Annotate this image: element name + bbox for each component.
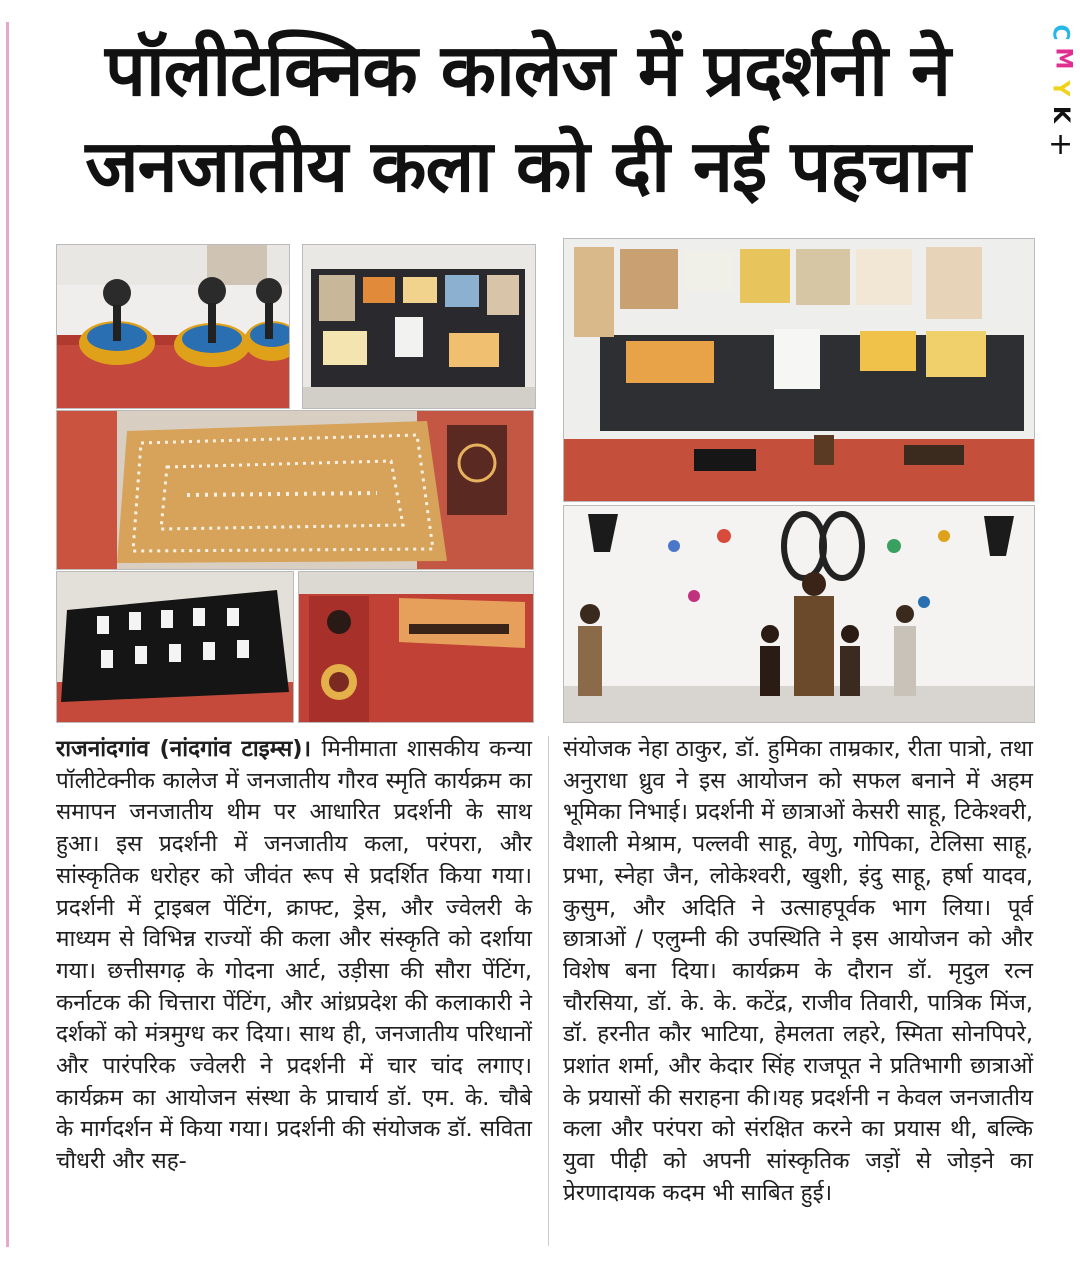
photo-tribal-costumes (563, 505, 1035, 723)
column-1-text: मिनीमाता शासकीय कन्या पॉलीटेक्नीक कालेज में जनजातीय गौरव स्मृति कार्यक्रम का समापन जनजातीय थीम पर आधारित प्रदर्शनी के साथ हुआ। इस प्रदर्शनी में जनजातीय कला, परंपरा, और सांस्कृतिक धरोहर को जीवंत रूप से प्रदर्शित किया गया। प्रदर्शनी में ट्राइबल पेंटिंग, क्राफ्ट, ड्रेस, और ज्वेलरी के माध्यम से विभिन्न राज्यों की कला और संस्कृति को दर्शाया गया। छत्तीसगढ़ के गोदना आर्ट, उड़ीसा की सौरा पेंटिंग, कर्नाटक की चित्तारा पेंटिंग, और आंध्रप्रदेश की कलाकारी ने दर्शकों को मंत्रमुग्ध कर दिया। साथ ही, जनजातीय परिधानों और पारंपरिक ज्वेलरी ने प्रदर्शनी में चार चांद लगाए। कार्यक्रम का आयोजन संस्था के प्राचार्य डॉ. एम. के. चौबे के मार्गदर्शन में किया गया। प्रदर्शनी की संयोजक डॉ. सविता चौधरी और सह- (56, 736, 532, 1175)
column-divider (548, 736, 549, 1246)
photo-dotted-artwork (56, 410, 534, 570)
photo-craft-figures (56, 244, 290, 409)
dateline: राजनांदगांव (नांदगांव टाइम्स)। (56, 736, 322, 762)
photo-exhibition-wall (563, 238, 1035, 502)
headline (40, 22, 1015, 214)
photo-godna-art (56, 571, 294, 723)
left-margin-rule (6, 22, 9, 1247)
article-column-2 (563, 734, 1033, 1210)
headline-line-1: पॉलीटेक्निक कालेज में प्रदर्शनी ने (105, 28, 950, 112)
photo-paintings-board (302, 244, 536, 409)
cmyk-print-mark: C M Y K + (1047, 24, 1076, 162)
column-2-text: संयोजक नेहा ठाकुर, डॉ. हुमिका ताम्रकार, रीता पात्रो, तथा अनुराधा ध्रुव ने इस आयोजन को सफल बनाने में अहम भूमिका निभाई। प्रदर्शनी में छात्राओं केसरी साहू, टिकेश्वरी, वैशाली मेश्राम, पल्लवी साहू, वेणु, गोपिका, टेलिसा साहू, प्रभा, स्नेहा जैन, लोकेश्वरी, खुशी, इंदु साहू, हर्षा यादव, कुसुम, और अदिति ने उत्साहपूर्वक भाग लिया। पूर्व छात्राओं / एलुम्नी की उपस्थिति ने इस आयोजन को और विशेष बना दिया। कार्यक्रम के दौरान डॉ. मृदुल रत्न चौरसिया, डॉ. के. के. कटेंद्र, राजीव तिवारी, पात्रिक मिंज, डॉ. हरनीत कौर भाटिया, हेमलता लहरे, स्मिता सोनपिपरे, प्रशांत शर्मा, और केदार सिंह राजपूत ने प्रतिभागी छात्राओं के प्रयासों की सराहना की।यह प्रदर्शनी न केवल जनजातीय कला और परंपरा को संरक्षित करने का प्रयास थी, बल्कि युवा पीढ़ी को अपनी सांस्कृतिक जड़ों से जोड़ने का प्रेरणादायक कदम भी साबित हुई। (563, 736, 1033, 1206)
headline-line-2: जनजातीय कला को दी नई पहचान (85, 124, 970, 208)
photo-red-crafts (298, 571, 534, 723)
registration-mark: + (1048, 127, 1074, 162)
article-column-1 (56, 734, 532, 1178)
